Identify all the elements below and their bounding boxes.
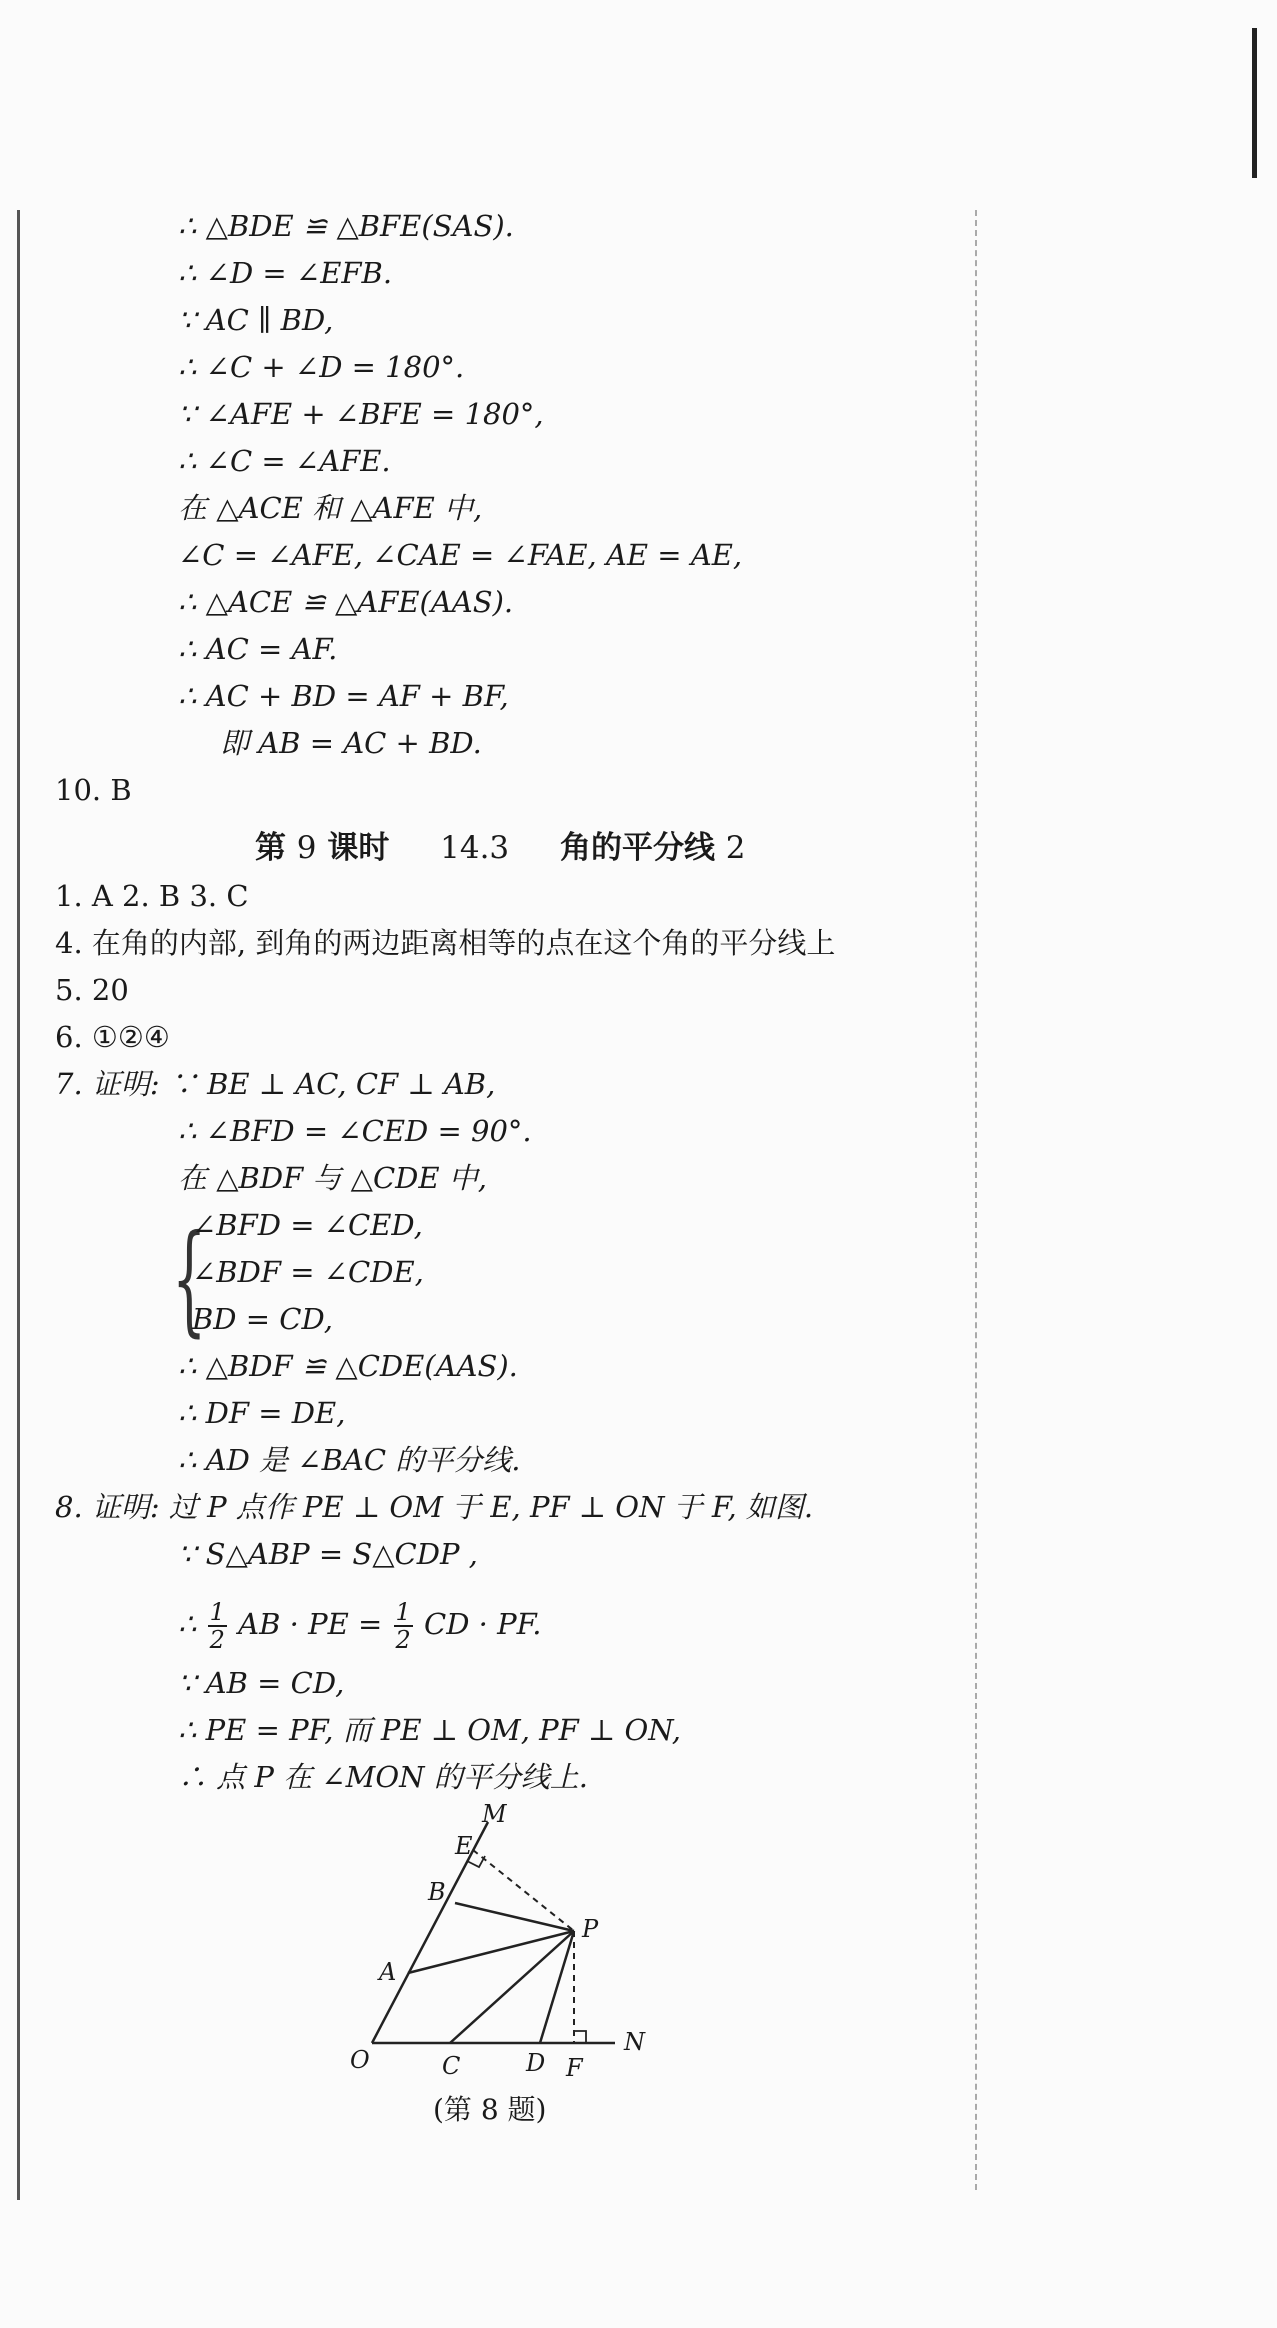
label-E: E <box>455 1832 473 1860</box>
answer-10: 10. B <box>55 773 132 807</box>
proof-line: ∠C = ∠AFE, ∠CAE = ∠FAE, AE = AE, <box>178 538 743 572</box>
q7-line: 7. 证明: ∵ BE ⊥ AC, CF ⊥ AB, <box>55 1067 496 1101</box>
q8-line: ∴ PE = PF, 而 PE ⊥ OM, PF ⊥ ON, <box>178 1713 682 1747</box>
q8-line: ∵ AB = CD, <box>178 1666 345 1700</box>
label-D: D <box>526 2049 546 2077</box>
label-P: P <box>582 1915 599 1943</box>
figure-caption: (第 8 题) <box>433 2093 547 2126</box>
q7-line: BD = CD, <box>192 1302 333 1336</box>
answer-1-3: 1. A 2. B 3. C <box>55 879 249 913</box>
label-C: C <box>442 2052 461 2080</box>
proof-line: ∴ ∠C + ∠D = 180°. <box>178 350 465 384</box>
q7-line: ∴ △BDF ≌ △CDE(AAS). <box>178 1349 518 1383</box>
answer-5: 5. 20 <box>55 973 129 1007</box>
label-M: M <box>482 1800 507 1828</box>
q7-line: ∠BDF = ∠CDE, <box>192 1255 424 1289</box>
proof-line: ∴ AC = AF. <box>178 632 338 666</box>
fraction: $\frac{1}{2}$ <box>209 1598 225 1654</box>
q8-line: 8. 证明: 过 P 点作 PE ⊥ OM 于 E, PF ⊥ ON 于 F, 如图. <box>55 1490 814 1524</box>
label-B: B <box>428 1878 446 1906</box>
label-O: O <box>350 2046 370 2074</box>
q8-line: ∵ S△ABP = S△CDP , <box>178 1537 478 1571</box>
label-N: N <box>624 2028 645 2056</box>
label-A: A <box>379 1958 397 1986</box>
geometry-figure <box>330 1800 660 2090</box>
left-margin-rule <box>17 210 20 2200</box>
section-title: 第 9 课时 14.3 角的平分线 2 <box>255 830 746 866</box>
left-brace: { <box>172 1210 207 1349</box>
proof-line: ∴ ∠D = ∠EFB. <box>178 256 393 290</box>
answer-6: 6. ①②④ <box>55 1020 170 1054</box>
fraction: $\frac{1}{2}$ <box>395 1598 411 1654</box>
proof-line: 在 △ACE 和 △AFE 中, <box>178 491 483 525</box>
right-dashed-rule <box>975 210 977 2190</box>
q7-line: ∠BFD = ∠CED, <box>192 1208 423 1242</box>
q7-line: ∴ AD 是 ∠BAC 的平分线. <box>178 1443 521 1477</box>
segment-BP <box>455 1903 574 1931</box>
q8-fraction-line: ∴ $\frac{1}{2}$ AB · PE = $\frac{1}{2}$ CD · PF. <box>178 1598 542 1654</box>
q7-line: ∴ ∠BFD = ∠CED = 90°. <box>178 1114 532 1148</box>
q7-line: 在 △BDF 与 △CDE 中, <box>178 1161 487 1195</box>
proof-line: ∴ AC + BD = AF + BF, <box>178 679 509 713</box>
proof-line: ∴ △BDE ≌ △BFE(SAS). <box>178 209 514 243</box>
answer-4: 4. 在角的内部, 到角的两边距离相等的点在这个角的平分线上 <box>55 926 836 960</box>
page-edge-mark <box>1252 28 1257 178</box>
proof-line: 即 AB = AC + BD. <box>220 726 482 760</box>
right-angle-F <box>574 2031 586 2043</box>
proof-line: ∵ ∠AFE + ∠BFE = 180°, <box>178 397 544 431</box>
q8-line: ∴ 点 P 在 ∠MON 的平分线上. <box>178 1760 588 1794</box>
q7-line: ∴ DF = DE, <box>178 1396 346 1430</box>
proof-line: ∴ △ACE ≌ △AFE(AAS). <box>178 585 514 619</box>
label-F: F <box>566 2054 583 2082</box>
proof-line: ∵ AC ∥ BD, <box>178 303 334 337</box>
proof-line: ∴ ∠C = ∠AFE. <box>178 444 391 478</box>
